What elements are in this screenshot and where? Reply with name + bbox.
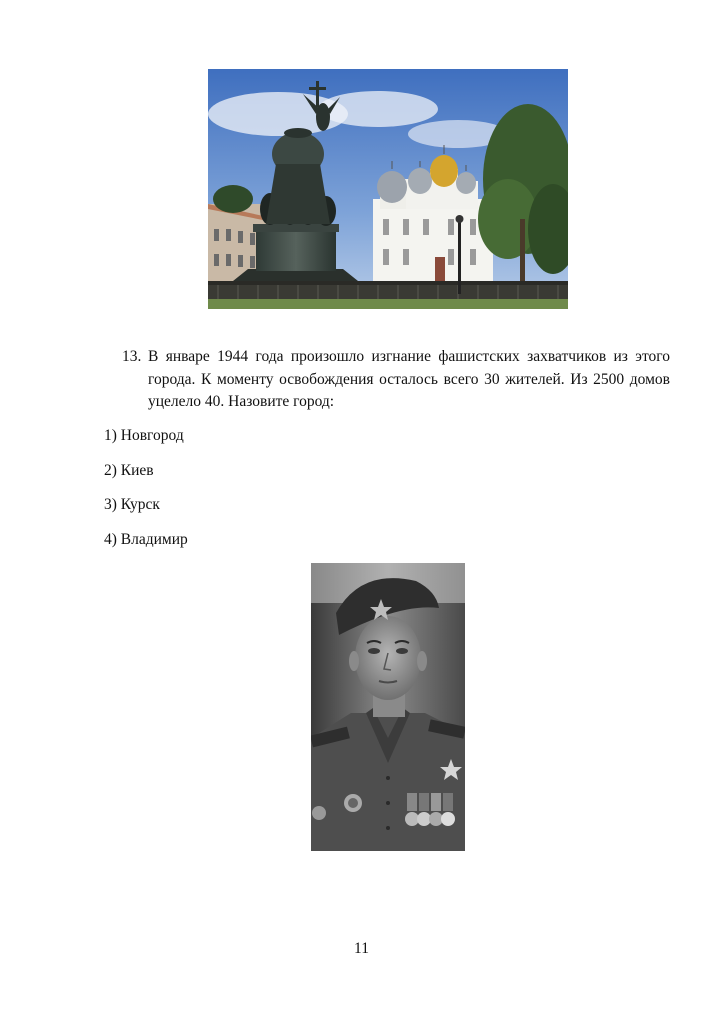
question-text: В январе 1944 года произошло изгнание фашистских захватчиков из этого города. К моменту освобождения осталось всего 30 жителей. Из 2500 домов уцелело 40. Назовите город:	[148, 348, 670, 410]
question-number: 13.	[122, 348, 142, 365]
soldier-portrait-photo	[311, 563, 465, 851]
answer-option-4: 4) Владимир	[104, 530, 188, 548]
answer-list	[104, 426, 188, 564]
page-number: 11	[354, 940, 369, 957]
question-13	[122, 346, 670, 414]
answer-option-2: 2) Киев	[104, 461, 154, 479]
answer-option-3: 3) Курск	[104, 496, 160, 513]
answer-option-1: 1) Новгород	[104, 427, 184, 444]
monument-cathedral-photo	[208, 69, 568, 309]
